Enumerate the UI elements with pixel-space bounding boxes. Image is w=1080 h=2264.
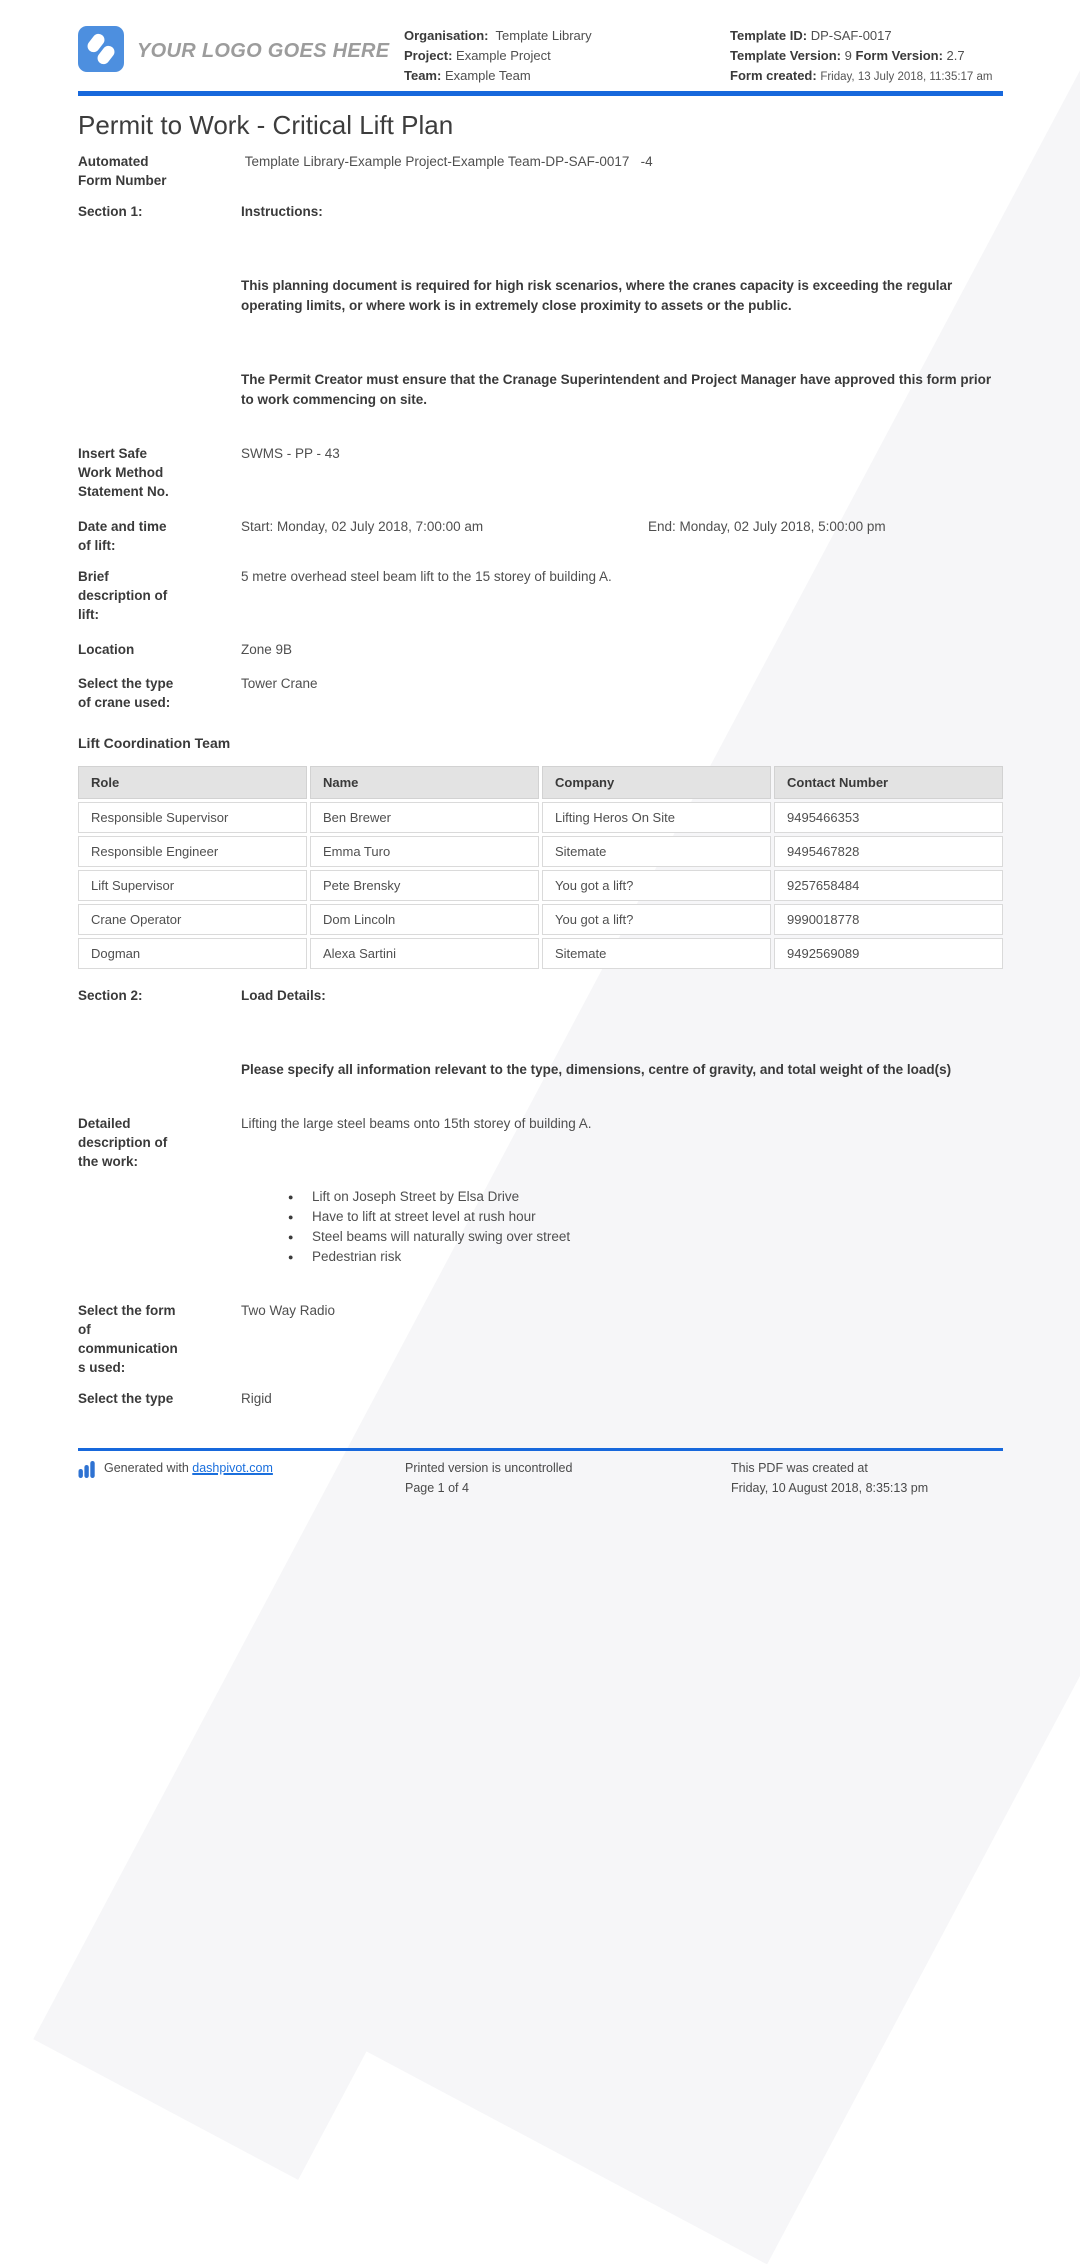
list-item: ● Pedestrian risk <box>288 1247 1003 1267</box>
cell-company: You got a lift? <box>542 870 771 901</box>
cell-name: Alexa Sartini <box>310 938 539 969</box>
communication-value: Two Way Radio <box>241 1303 336 1318</box>
table-header-row <box>78 766 1003 799</box>
team-line: Team: Example Team <box>404 68 531 83</box>
datetime-values <box>241 517 1003 555</box>
template-id-line: Template ID: DP-SAF-0017 <box>730 28 892 43</box>
dashpivot-bar-chart-icon <box>78 1461 96 1484</box>
pdf-created-timestamp: Friday, 10 August 2018, 8:35:13 pm <box>731 1481 929 1495</box>
document-footer <box>78 1448 1003 1498</box>
cell-role: Responsible Engineer <box>78 836 307 867</box>
bullet-list-row <box>78 1187 1003 1267</box>
field-row-communication <box>78 1301 1003 1377</box>
detailed-description-value: Lifting the large steel beams onto 15th storey of building A. <box>241 1116 592 1131</box>
cell-company: Sitemate <box>542 938 771 969</box>
list-item: ● Steel beams will naturally swing over street <box>288 1227 1003 1247</box>
logo-placeholder-text: YOUR LOGO GOES HERE <box>137 40 390 62</box>
field-label: Select the form of communications used: <box>78 1303 178 1375</box>
document-header <box>78 26 1003 87</box>
cell-role: Dogman <box>78 938 307 969</box>
page-title: Permit to Work - Critical Lift Plan <box>78 110 454 140</box>
field-label: Insert Safe Work Method Statement No. <box>78 446 169 499</box>
cell-role: Crane Operator <box>78 904 307 935</box>
list-item: ● Lift on Joseph Street by Elsa Drive <box>288 1187 1003 1207</box>
section-label: Section 1: <box>78 204 143 219</box>
template-meta <box>730 26 1003 87</box>
column-header-name: Name <box>310 766 539 799</box>
field-label: Detailed description of the work: <box>78 1116 168 1169</box>
instruction-row-1 <box>78 276 1003 316</box>
load-details-note-row <box>78 1060 1003 1080</box>
field-label: Location <box>78 642 135 657</box>
swms-value: SWMS - PP - 43 <box>241 446 340 461</box>
list-item: ● Have to lift at street level at rush hour <box>288 1207 1003 1227</box>
cell-name: Pete Brensky <box>310 870 539 901</box>
footer-created <box>731 1458 1003 1498</box>
lift-team-table <box>75 763 1006 972</box>
section-label: Section 2: <box>78 988 143 1003</box>
page-number: Page 1 of 4 <box>405 1481 469 1495</box>
instruction-row-2 <box>78 370 1003 410</box>
cell-contact: 9495467828 <box>774 836 1003 867</box>
project-meta <box>404 26 730 86</box>
cell-name: Ben Brewer <box>310 802 539 833</box>
field-label: Select the type of crane used: <box>78 676 174 710</box>
automated-form-number-value: Template Library-Example Project-Example Team-DP-SAF-0017 -4 <box>241 154 653 169</box>
field-row-section1 <box>78 202 1003 222</box>
dashpivot-link[interactable]: dashpivot.com <box>192 1461 273 1475</box>
select-type-value: Rigid <box>241 1391 272 1406</box>
instruction-paragraph-1: This planning document is required for high risk scenarios, where the cranes capacity is exceeding the regular operating limits, or where work is in extremely close proximity to assets or the public. <box>241 278 953 313</box>
version-line: Template Version: 9 Form Version: 2.7 <box>730 48 965 63</box>
table-row <box>78 904 1003 935</box>
project-line: Project: Example Project <box>404 48 551 63</box>
cell-contact: 9990018778 <box>774 904 1003 935</box>
section-title: Load Details: <box>241 988 326 1003</box>
footer-generated <box>78 1458 405 1498</box>
field-row-location <box>78 640 1003 660</box>
cell-contact: 9495466353 <box>774 802 1003 833</box>
field-row-brief-description <box>78 567 1003 624</box>
lift-team-table-title: Lift Coordination Team <box>78 735 231 751</box>
table-row <box>78 802 1003 833</box>
field-row-crane-type <box>78 674 1003 712</box>
location-value: Zone 9B <box>241 642 293 657</box>
cell-role: Lift Supervisor <box>78 870 307 901</box>
column-header-contact: Contact Number <box>774 766 1003 799</box>
lift-start-value: Start: Monday, 02 July 2018, 7:00:00 am <box>241 519 484 534</box>
footer-center <box>405 1458 731 1498</box>
section-title: Instructions: <box>241 204 323 219</box>
company-logo-icon <box>78 26 124 77</box>
field-row-datetime <box>78 517 1003 555</box>
field-row-select-type <box>78 1389 1003 1409</box>
generated-with-text: Generated with <box>104 1461 189 1475</box>
field-row-automated-number <box>78 152 1003 190</box>
instruction-paragraph-2: The Permit Creator must ensure that the Cranage Superintendent and Project Manager have approved this form prior to work commencing on site. <box>241 372 992 407</box>
cell-role: Responsible Supervisor <box>78 802 307 833</box>
header-divider <box>78 91 1003 96</box>
logo <box>78 26 404 77</box>
field-row-detailed-description <box>78 1114 1003 1171</box>
column-header-role: Role <box>78 766 307 799</box>
table-row <box>78 870 1003 901</box>
cell-name: Emma Turo <box>310 836 539 867</box>
crane-type-value: Tower Crane <box>241 676 318 691</box>
cell-contact: 9257658484 <box>774 870 1003 901</box>
cell-name: Dom Lincoln <box>310 904 539 935</box>
field-row-swms <box>78 444 1003 501</box>
field-label: Date and time of lift: <box>78 519 167 553</box>
lift-end-value: End: Monday, 02 July 2018, 5:00:00 pm <box>648 519 886 534</box>
field-label: Select the type <box>78 1391 174 1406</box>
field-row-section2 <box>78 986 1003 1006</box>
cell-company: You got a lift? <box>542 904 771 935</box>
field-label: Automated Form Number <box>78 154 167 188</box>
field-label: Brief description of lift: <box>78 569 168 622</box>
table-row <box>78 938 1003 969</box>
footer-divider <box>78 1448 1003 1451</box>
column-header-company: Company <box>542 766 771 799</box>
cell-contact: 9492569089 <box>774 938 1003 969</box>
table-row <box>78 836 1003 867</box>
cell-company: Lifting Heros On Site <box>542 802 771 833</box>
risk-bullet-list <box>241 1187 1003 1267</box>
load-details-note: Please specify all information relevant to the type, dimensions, centre of gravity, and total weight of the load(s) <box>241 1062 952 1077</box>
pdf-created-label: This PDF was created at <box>731 1461 868 1475</box>
brief-description-value: 5 metre overhead steel beam lift to the 15 storey of building A. <box>241 569 612 584</box>
form-created-line: Form created: Friday, 13 July 2018, 11:35:17 am <box>730 68 993 83</box>
cell-company: Sitemate <box>542 836 771 867</box>
uncontrolled-text: Printed version is uncontrolled <box>405 1461 573 1475</box>
organisation-line: Organisation: Template Library <box>404 28 592 43</box>
